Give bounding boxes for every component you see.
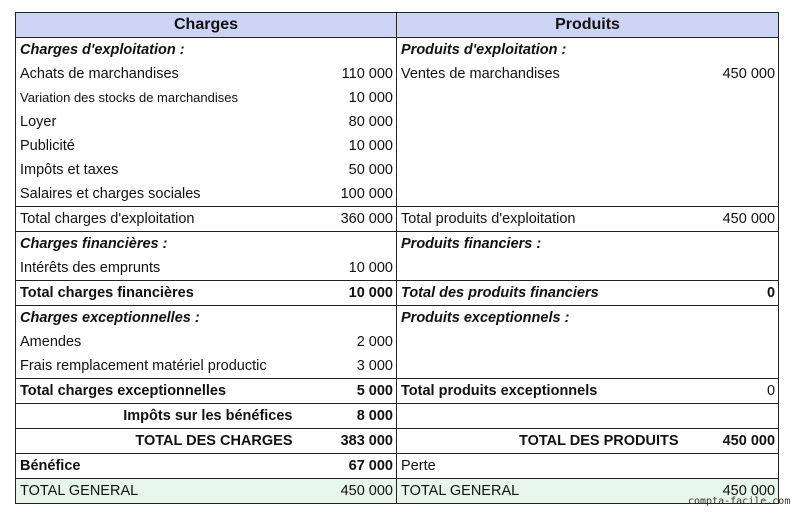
- charges-value: 80 000: [348, 114, 393, 130]
- produits-value: [687, 38, 779, 63]
- charges-label: Salaires et charges sociales: [16, 182, 301, 207]
- charges-label: Bénéfice: [16, 454, 301, 479]
- table-row: [16, 86, 779, 110]
- produits-value: 450 000: [687, 479, 779, 504]
- produits-label: [397, 354, 687, 379]
- produits-value: 0: [687, 379, 779, 404]
- table-row: [16, 207, 779, 232]
- produits-value: [687, 306, 779, 331]
- charges-label: TOTAL DES CHARGES: [16, 429, 301, 454]
- produits-label: TOTAL DES PRODUITS: [397, 429, 687, 454]
- table-row: [16, 354, 779, 379]
- charges-value: 10 000: [301, 281, 397, 306]
- produits-label: Total produits exceptionnels: [397, 379, 687, 404]
- charges-value: 10 000: [348, 260, 393, 276]
- charges-value: 10 000: [348, 138, 393, 154]
- produits-value: 450 000: [687, 429, 779, 454]
- charges-value: 8 000: [301, 404, 397, 429]
- produits-value: [687, 182, 779, 207]
- produits-value: [687, 110, 779, 134]
- charges-value: 110 000: [341, 66, 393, 82]
- header-row: [16, 13, 779, 38]
- charges-value: 67 000: [301, 454, 397, 479]
- charges-label: Impôts et taxes: [16, 158, 301, 182]
- produits-label: Produits d'exploitation :: [397, 38, 687, 63]
- produits-value: [687, 158, 779, 182]
- charges-label: Impôts sur les bénéfices: [16, 404, 301, 429]
- charges-value: [301, 306, 397, 331]
- produits-label: [397, 86, 687, 110]
- produits-value: [687, 256, 779, 281]
- produits-value: [687, 134, 779, 158]
- produits-label: [397, 404, 687, 429]
- charges-label: Frais remplacement matériel productic: [16, 354, 301, 379]
- charges-label: Total charges financières: [16, 281, 301, 306]
- produits-label: [397, 134, 687, 158]
- compte-de-resultat-table: [15, 12, 779, 504]
- charges-value: [301, 38, 397, 63]
- produits-value: 450 000: [687, 62, 779, 86]
- produits-value: [687, 330, 779, 354]
- produits-value: 0: [687, 281, 779, 306]
- charges-label: Charges financières :: [16, 232, 301, 257]
- charges-label: Total charges d'exploitation: [16, 207, 301, 232]
- charges-value: 5 000: [301, 379, 397, 404]
- produits-value: [687, 454, 779, 479]
- charges-label: Loyer: [16, 110, 301, 134]
- table-row: [16, 256, 779, 281]
- charges-value: 2 000: [356, 334, 393, 350]
- charges-value: [301, 232, 397, 257]
- table-row: [16, 379, 779, 404]
- charges-label: Publicité: [16, 134, 301, 158]
- charges-header: Charges: [16, 13, 397, 38]
- charges-label: Variation des stocks de marchandises: [16, 86, 301, 110]
- charges-label: Total charges exceptionnelles: [16, 379, 301, 404]
- table-row: [16, 404, 779, 429]
- table-row: [16, 330, 779, 354]
- produits-label: [397, 182, 687, 207]
- charges-value: 450 000: [301, 479, 397, 504]
- produits-label: Perte: [397, 454, 687, 479]
- table-row: [16, 182, 779, 207]
- charges-label: Amendes: [16, 330, 301, 354]
- charges-label: Achats de marchandises: [16, 62, 301, 86]
- table-row: [16, 454, 779, 479]
- charges-value: 383 000: [301, 429, 397, 454]
- produits-label: Produits financiers :: [397, 232, 687, 257]
- table-row: [16, 62, 779, 86]
- table-row: [16, 232, 779, 257]
- produits-value: [687, 404, 779, 429]
- charges-value: 3 000: [356, 358, 393, 374]
- table-row: [16, 134, 779, 158]
- produits-label: Total produits d'exploitation: [397, 207, 687, 232]
- charges-label: Charges exceptionnelles :: [16, 306, 301, 331]
- produits-label: [397, 110, 687, 134]
- table-row: [16, 158, 779, 182]
- produits-label: Total des produits financiers: [397, 281, 687, 306]
- produits-value: 450 000: [687, 207, 779, 232]
- produits-label: [397, 256, 687, 281]
- table-row: [16, 110, 779, 134]
- site-watermark: compta-facile.com: [688, 496, 791, 507]
- produits-value: [687, 354, 779, 379]
- produits-label: TOTAL GENERAL: [397, 479, 687, 504]
- produits-label: Produits exceptionnels :: [397, 306, 687, 331]
- charges-label: Intérêts des emprunts: [16, 256, 301, 281]
- produits-label: [397, 330, 687, 354]
- table-row: [16, 306, 779, 331]
- charges-label: Charges d'exploitation :: [16, 38, 301, 63]
- charges-value: 10 000: [348, 90, 393, 106]
- charges-value: 50 000: [348, 162, 393, 178]
- charges-value: 360 000: [301, 207, 397, 232]
- table-row: [16, 281, 779, 306]
- produits-value: [687, 232, 779, 257]
- produits-value: [687, 86, 779, 110]
- produits-label: [397, 158, 687, 182]
- charges-label: TOTAL GENERAL: [16, 479, 301, 504]
- table-row: [16, 429, 779, 454]
- charges-value: 100 000: [340, 186, 393, 202]
- produits-label: Ventes de marchandises: [397, 62, 687, 86]
- table-row: [16, 479, 779, 504]
- produits-header: Produits: [397, 13, 779, 38]
- table-row: [16, 38, 779, 63]
